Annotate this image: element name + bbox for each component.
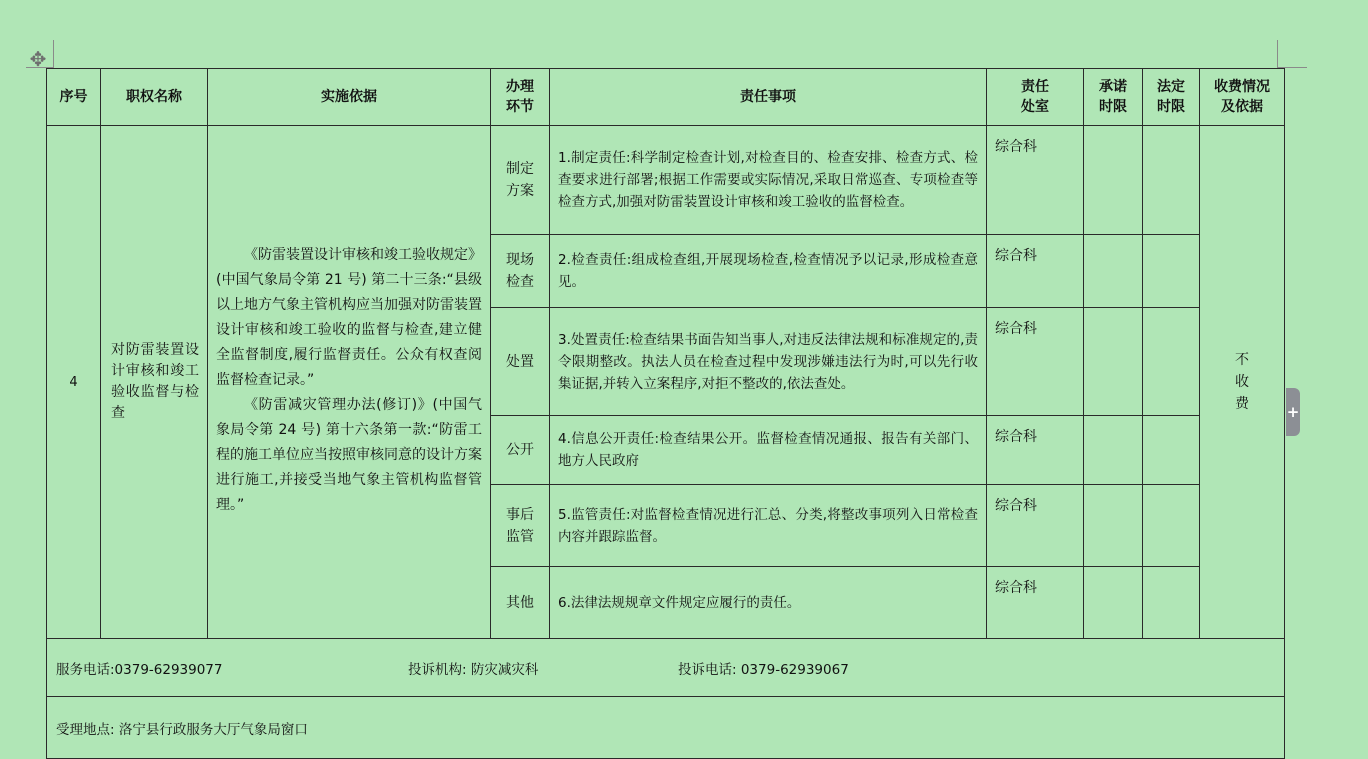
step-responsibility-cell — [550, 126, 987, 235]
step-link: 现场 检查 — [506, 252, 534, 290]
step-promised-limit — [1084, 235, 1143, 308]
step-legal-limit — [1143, 308, 1200, 416]
service-phone: 服务电话:0379-62939077 — [56, 661, 223, 678]
step-office: 综合科 — [987, 126, 1084, 235]
footer-location-cell — [47, 697, 1285, 759]
header-legal-limit: 法定 时限 — [1143, 69, 1200, 126]
step-office: 综合科 — [987, 416, 1084, 485]
step-link: 事后 监管 — [506, 506, 534, 545]
step-legal-limit — [1143, 416, 1200, 485]
header-promised-limit: 承诺 时限 — [1084, 69, 1143, 126]
step-responsibility: 2.检查责任:组成检查组,开展现场检查,检查情况予以记录,形成检查意见。 — [558, 252, 978, 290]
step-responsibility: 1.制定责任:科学制定检查计划,对检查目的、检查安排、检查方式、检查要求进行部署;根据工作需要或实际情况,采取日常巡查、专项检查等检查方式,加强对防雷装置设计审核和竣工验收的监督检查。 — [558, 150, 978, 210]
step-responsibility: 5.监管责任:对监督检查情况进行汇总、分类,将整改事项列入日常检查内容并跟踪监督。 — [558, 506, 978, 545]
header-power-name: 职权名称 — [101, 69, 208, 126]
step-promised-limit — [1084, 308, 1143, 416]
step-link-cell — [491, 308, 550, 416]
step-link: 制定 方案 — [506, 161, 534, 199]
step-link-cell — [491, 416, 550, 485]
header-row — [47, 69, 1285, 126]
step-promised-limit — [1084, 567, 1143, 639]
header-seq: 序号 — [47, 69, 101, 126]
service-location: 受理地点: 洛宁县行政服务大厅气象局窗口 — [56, 721, 308, 738]
step-responsibility-cell — [550, 308, 987, 416]
footer-contact-cell — [47, 639, 1285, 697]
step-responsibility: 4.信息公开责任:检查结果公开。监督检查情况通报、报告有关部门、地方人民政府 — [558, 431, 978, 469]
header-responsibility: 责任事项 — [550, 69, 987, 126]
step-link: 处置 — [506, 353, 534, 370]
step-promised-limit — [1084, 416, 1143, 485]
step-responsibility-cell — [550, 485, 987, 567]
table-row — [47, 126, 1285, 235]
step-responsibility-cell — [550, 235, 987, 308]
step-office: 综合科 — [987, 308, 1084, 416]
step-responsibility-cell — [550, 416, 987, 485]
step-link-cell — [491, 567, 550, 639]
step-legal-limit — [1143, 235, 1200, 308]
responsibility-table — [46, 68, 1285, 759]
add-row-icon[interactable]: + — [1286, 388, 1300, 436]
crop-mark-top-left-vertical — [53, 40, 54, 68]
step-office: 综合科 — [987, 235, 1084, 308]
footer-location-row — [47, 697, 1285, 759]
header-process-link: 办理 环节 — [491, 69, 550, 126]
step-link-cell — [491, 126, 550, 235]
step-responsibility: 3.处置责任:检查结果书面告知当事人,对违反法律法规和标准规定的,责令限期整改。执法人员在检查过程中发现涉嫌违法行为时,可以先行收集证据,并转入立案程序,对拒不整改的,依法查处。 — [558, 331, 978, 392]
step-link: 公开 — [506, 442, 534, 458]
complaint-phone: 投诉电话: 0379-62939067 — [678, 661, 849, 678]
footer-contact-row — [47, 639, 1285, 697]
table-move-handle-icon[interactable]: ✥ — [29, 47, 47, 71]
step-legal-limit — [1143, 567, 1200, 639]
row-power-name-cell — [101, 126, 208, 639]
complaint-org: 投诉机构: 防灾减灾科 — [408, 661, 539, 678]
header-basis: 实施依据 — [208, 69, 491, 126]
row-seq: 4 — [47, 126, 101, 639]
step-promised-limit — [1084, 485, 1143, 567]
step-link: 其他 — [506, 594, 534, 611]
step-legal-limit — [1143, 485, 1200, 567]
step-office: 综合科 — [987, 485, 1084, 567]
row-fee: 不 收 费 — [1235, 352, 1249, 412]
basis-paragraph: 《防雷装置设计审核和竣工验收规定》(中国气象局令第 21 号) 第二十三条:“县级以上地方气象主管机构应当加强对防雷装置设计审核和竣工验收的监督与检查,建立健全监督制度,履行监督责任。公众有权查阅监督检查记录。” — [216, 246, 482, 388]
step-link-cell — [491, 235, 550, 308]
row-power-name: 对防雷装置设计审核和竣工验收监督与检查 — [111, 342, 199, 421]
row-basis-cell — [208, 126, 491, 639]
step-promised-limit — [1084, 126, 1143, 235]
header-fee: 收费情况 及依据 — [1200, 69, 1285, 126]
step-responsibility-cell — [550, 567, 987, 639]
step-responsibility: 6.法律法规规章文件规定应履行的责任。 — [558, 594, 801, 611]
crop-mark-top-right-vertical — [1277, 40, 1278, 68]
header-office: 责任 处室 — [987, 69, 1084, 126]
basis-paragraph: 《防雷减灾管理办法(修订)》(中国气象局令第 24 号) 第十六条第一款:“防雷工程的施工单位应当按照审核同意的设计方案进行施工,并接受当地气象主管机构监督管理。” — [216, 396, 482, 513]
step-link-cell — [491, 485, 550, 567]
row-fee-cell — [1200, 126, 1285, 639]
step-legal-limit — [1143, 126, 1200, 235]
step-office: 综合科 — [987, 567, 1084, 639]
